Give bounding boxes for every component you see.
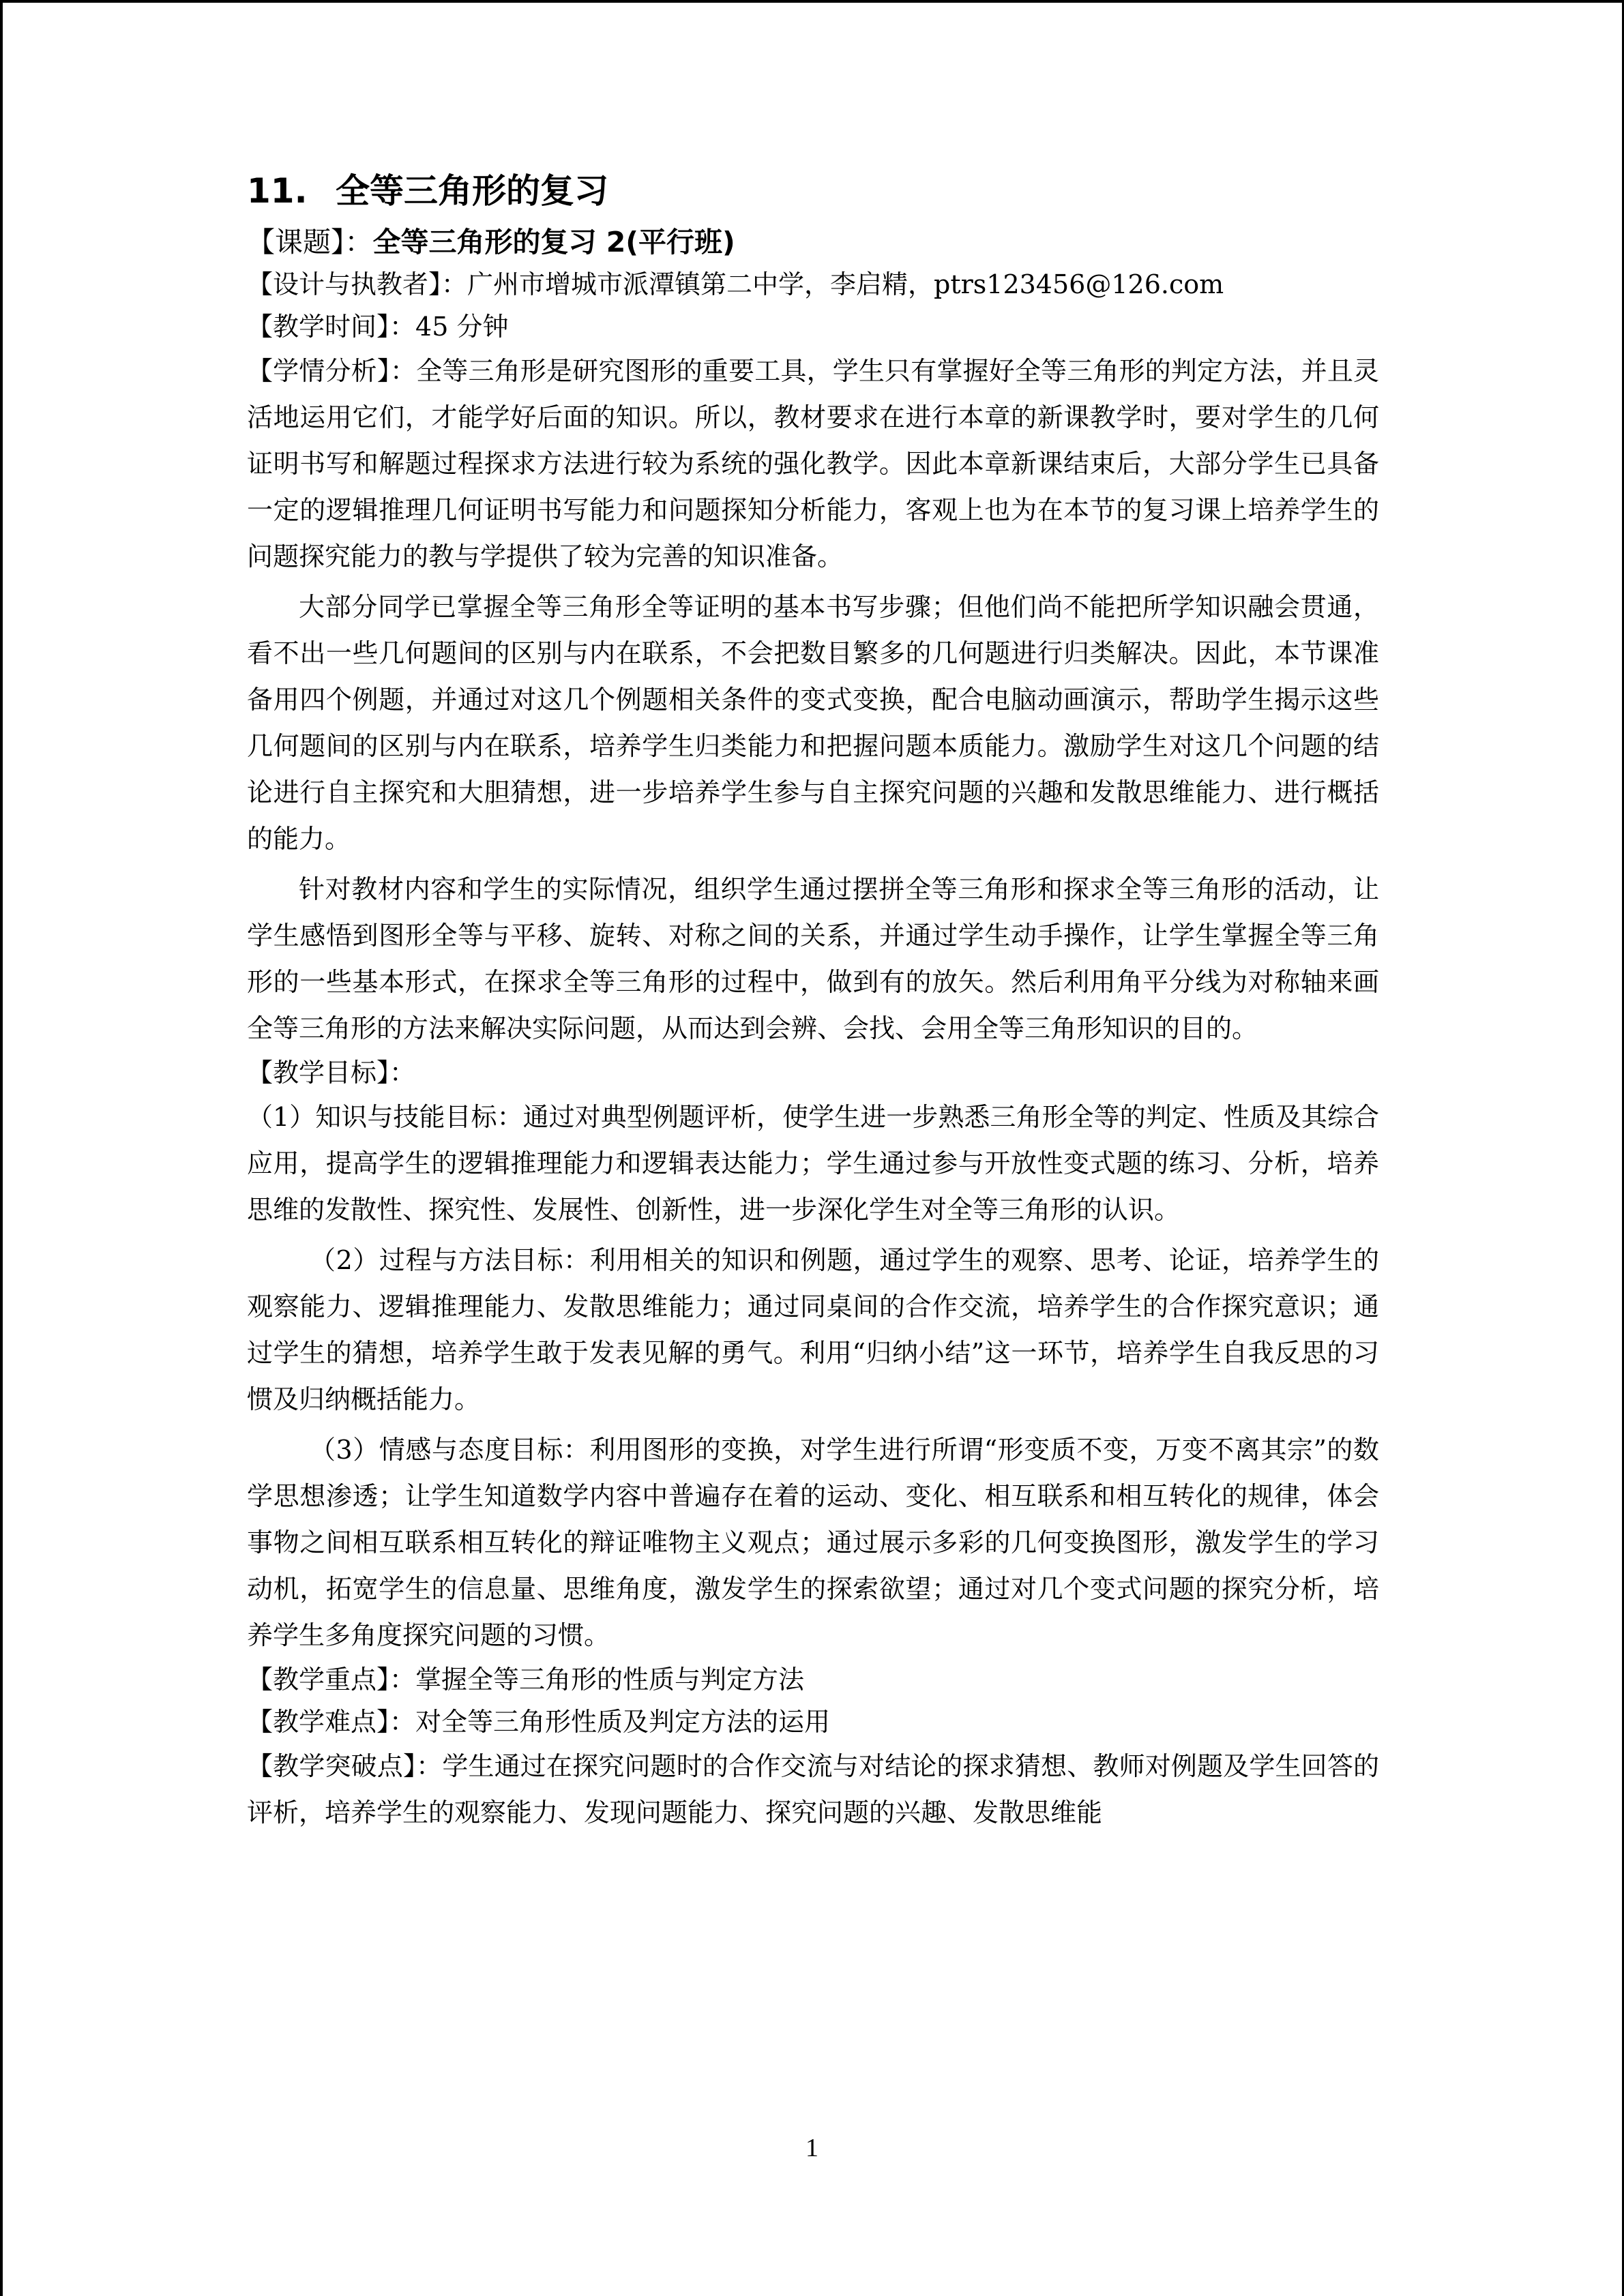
breakthrough-label: 【教学突破点】： — [247, 1751, 443, 1781]
key-point-line — [247, 1658, 1379, 1701]
designer-label: 【设计与执教者】： — [247, 269, 468, 299]
goal-1-paragraph: （1）知识与技能目标：通过对典型例题评析，使学生进一步熟悉三角形全等的判定、性质及其综合应用，提高学生的逻辑推理能力和逻辑表达能力；学生通过参与开放性变式题的练习、分析，培养思维的发散性、探究性、发展性、创新性，进一步深化学生对全等三角形的认识。 — [247, 1102, 1379, 1225]
difficulty-line — [247, 1701, 1379, 1743]
document-page — [247, 164, 1379, 1836]
section-number: 11. — [247, 171, 308, 211]
analysis-paragraph-3: 针对教材内容和学生的实际情况，组织学生通过摆拼全等三角形和探求全等三角形的活动，让学生感悟到图形全等与平移、旋转、对称之间的关系，并通过学生动手操作，让学生掌握全等三角形的一些基本形式，在探求全等三角形的过程中，做到有的放矢。然后利用角平分线为对称轴来画全等三角形的方法来解决实际问题，从而达到会辨、会找、会用全等三角形知识的目的。 — [247, 874, 1379, 1043]
key-value: 掌握全等三角形的性质与判定方法 — [415, 1665, 805, 1695]
breakthrough-paragraph — [247, 1743, 1379, 1836]
section-heading — [247, 164, 1379, 218]
difficulty-label: 【教学难点】： — [247, 1707, 416, 1737]
designer-line — [247, 263, 1379, 305]
lesson-label: 【课题】： — [247, 226, 373, 258]
page-number: 1 — [806, 2134, 818, 2162]
time-label: 【教学时间】： — [247, 312, 416, 342]
goal-3-paragraph: （3）情感与态度目标：利用图形的变换，对学生进行所谓“形变质不变，万变不离其宗”的数学思想渗透；让学生知道数学内容中普遍存在着的运动、变化、相互联系和相互转化的规律，体会事物之间相互联系相互转化的辩证唯物主义观点；通过展示多彩的几何变换图形，激发学生的学习动机，拓宽学生的信息量、思维角度，激发学生的探索欲望；通过对几个变式问题的探究分析，培养学生多角度探究问题的习惯。 — [247, 1435, 1379, 1650]
page-border-top — [0, 0, 1624, 3]
goals-heading: 【教学目标】： — [247, 1058, 416, 1088]
time-value: 45 分钟 — [415, 312, 509, 342]
lesson-value: 全等三角形的复习 2(平行班) — [372, 226, 735, 258]
analysis-label: 【学情分析】： — [247, 356, 417, 386]
analysis-paragraph-1 — [247, 348, 1379, 580]
time-line — [247, 305, 1379, 348]
key-label: 【教学重点】： — [247, 1665, 416, 1695]
designer-value: 广州市增城市派潭镇第二中学，李启精，ptrs123456@126.com — [467, 269, 1224, 299]
section-title: 全等三角形的复习 — [336, 171, 608, 211]
breakthrough-value: 学生通过在探究问题时的合作交流与对结论的探求猜想、教师对例题及学生回答的评析，培养学生的观察能力、发现问题能力、探究问题的兴趣、发散思维能 — [247, 1751, 1379, 1828]
goal-2-paragraph: （2）过程与方法目标：利用相关的知识和例题，通过学生的观察、思考、论证，培养学生的观察能力、逻辑推理能力、发散思维能力；通过同桌间的合作交流，培养学生的合作探究意识；通过学生的猜想，培养学生敢于发表见解的勇气。利用“归纳小结”这一环节，培养学生自我反思的习惯及归纳概括能力。 — [247, 1245, 1379, 1414]
difficulty-value: 对全等三角形性质及判定方法的运用 — [415, 1707, 831, 1737]
analysis-paragraph-2: 大部分同学已掌握全等三角形全等证明的基本书写步骤；但他们尚不能把所学知识融会贯通，看不出一些几何题间的区别与内在联系，不会把数目繁多的几何题进行归类解决。因此，本节课准备用四个例题，并通过对这几个例题相关条件的变式变换，配合电脑动画演示，帮助学生揭示这些几何题间的区别与内在联系，培养学生归类能力和把握问题本质能力。激励学生对这几个问题的结论进行自主探究和大胆猜想，进一步培养学生参与自主探究问题的兴趣和发散思维能力、进行概括的能力。 — [247, 592, 1379, 854]
page-border-left — [0, 0, 3, 2296]
lesson-title — [247, 221, 1379, 263]
analysis-text-1: 全等三角形是研究图形的重要工具，学生只有掌握好全等三角形的判定方法，并且灵活地运用它们，才能学好后面的知识。所以，教材要求在进行本章的新课教学时，要对学生的几何证明书写和解题过程探求方法进行较为系统的强化教学。因此本章新课结束后，大部分学生已具备一定的逻辑推理几何证明书写能力和问题探知分析能力，客观上也为在本节的复习课上培养学生的问题探究能力的教与学提供了较为完善的知识准备。 — [247, 356, 1379, 571]
